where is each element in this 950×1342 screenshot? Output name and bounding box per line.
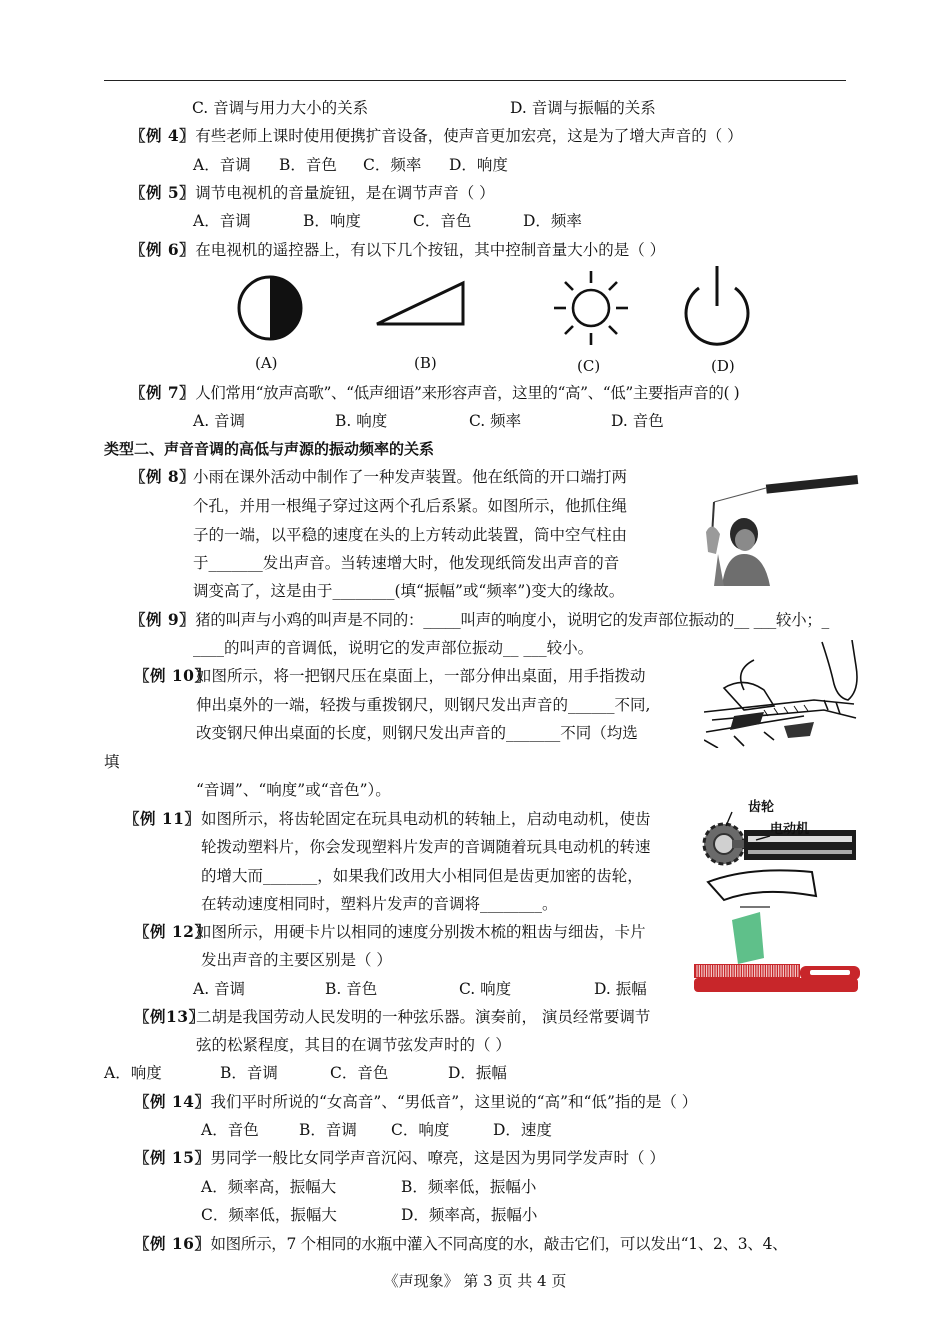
q14-text: 我们平时所说的“女高音”、“男低音”，这里说的“高”和“低”指的是（ ） [210,1093,698,1111]
q7-option-b: B. 响度 [335,412,388,430]
comb-shape [694,964,860,992]
header-rule [104,80,846,81]
q15-option-c: C．频率低，振幅大 [201,1206,337,1224]
q14-stem [134,1092,697,1112]
triangle-icon [377,283,463,324]
q12-tag: 〖例 12〗 [134,922,211,941]
q5-tag: 〖例 5〗 [130,183,196,202]
q11-tag: 〖例 11〗 [124,809,201,828]
q13-tag: 〖例13〗 [134,1007,205,1026]
q13-option-a: A．响度 [104,1064,162,1082]
q15-option-a: A．频率高，振幅大 [201,1178,337,1196]
q4-tag: 〖例 4〗 [130,126,196,145]
q15-stem [134,1148,665,1168]
q8-line-5: 调变高了，这是由于________(填“振幅”或“频率”)变大的缘故。 [193,582,625,600]
ruler-on-table-figure [704,640,860,748]
q13-option-b: B．音调 [220,1064,278,1082]
q10-line-1: 如图所示，将一把钢尺压在桌面上，一部分伸出桌面，用手指拨动 [196,667,646,685]
q12-option-a: A. 音调 [193,980,246,998]
q14-tag: 〖例 14〗 [134,1092,211,1111]
q6-tag: 〖例 6〗 [130,240,196,259]
q6-caption-a: (A) [255,354,278,372]
q4-option-b: B．音色 [279,156,337,174]
q10-tag: 〖例 10〗 [134,666,211,685]
q14-option-c: C．响度 [391,1121,450,1139]
q3-option-d: D. 音调与振幅的关系 [510,99,656,117]
q12-option-b: B. 音色 [325,980,378,998]
q11-line-1: 如图所示，将齿轮固定在玩具电动机的转轴上，启动电动机，使齿 [201,810,651,828]
q5-option-d: D．频率 [523,212,582,230]
q6-caption-c: (C) [577,357,601,375]
q7-options [193,411,664,431]
q15-text: 男同学一般比女同学声音沉闷、嘹亮，这是因为男同学发声时（ ） [210,1149,665,1167]
q10-line-4: 填 [104,753,120,771]
q10-line-2: 伸出桌外的一端，轻拨与重拨钢尺，则钢尺发出声音的______不同, [196,696,651,714]
q4-options [193,155,508,175]
q6-button-figures [225,266,785,376]
q12-line-2: 发出声音的主要区别是（ ） [201,951,392,969]
page-footer: 《声现象》 第 3 页 共 4 页 [383,1272,567,1290]
q5-stem [130,183,495,203]
q16-text: 如图所示，7 个相同的水瓶中灌入不同高度的水，敲击它们，可以发出“1、2、3、4、 [210,1235,788,1253]
q7-option-d: D. 音色 [611,412,664,430]
boy-swinging-tube-figure [700,474,870,586]
q4-text: 有些老师上课时使用便携扩音设备，使声音更加宏亮，这是为了增大声音的（ ） [195,127,743,145]
q12-option-d: D. 振幅 [594,980,647,998]
comb-card-figure [688,912,864,998]
q9-line-1 [130,610,829,630]
q4-option-a: A．音调 [193,156,251,174]
q10-line-3: 改变钢尺伸出桌面的长度，则钢尺发出声音的_______不同（均选 [196,724,638,742]
q11-line-4: 在转动速度相同时，塑料片发声的音调将________。 [201,895,558,913]
section-2-title: 类型二、声音音调的高低与声源的振动频率的关系 [104,440,435,458]
q8-line-2: 个孔，并用一根绳子穿过这两个孔后系紧。如图所示，他抓住绳 [193,497,628,515]
gear-motor-figure [700,796,860,912]
q13-option-d: D．振幅 [448,1064,507,1082]
q4-stem [130,126,743,146]
half-circle-icon [239,277,301,339]
q9-line-2: ____的叫声的音调低，说明它的发声部位振动__ ___较小。 [193,639,594,657]
q16-stem [134,1234,787,1254]
q7-text: 人们常用“放声高歌”、“低声细语”来形容声音，这里的“高”、“低”主要指声音的( ) [195,384,740,402]
q5-options [193,211,582,231]
q7-tag: 〖例 7〗 [130,383,196,402]
q5-option-b: B．响度 [303,212,361,230]
q14-options [201,1120,552,1140]
q7-option-a: A. 音调 [193,412,246,430]
q14-option-a: A．音色 [201,1121,259,1139]
q15-option-b: B．频率低，振幅小 [401,1178,537,1196]
q6-caption-d: (D) [711,357,735,375]
q6-stem [130,240,665,260]
sun-icon [554,271,628,345]
q14-option-b: B．音调 [299,1121,357,1139]
q13-line-1: 二胡是我国劳动人民发明的一种弦乐器。演奏前， 演员经常要调节 [196,1008,651,1026]
q12-option-c: C. 响度 [459,980,512,998]
q9-text-1: 猪的叫声与小鸡的叫声是不同的：_____叫声的响度小，说明它的发声部位振动的__ ___较小；_ [195,611,829,629]
q11-line-2: 轮拨动塑料片，你会发现塑料片发声的音调随着玩具电动机的转速 [201,838,651,856]
q5-text: 调节电视机的音量旋钮，是在调节声音（ ） [195,184,495,202]
q14-option-d: D．速度 [493,1121,552,1139]
q12-options [193,979,647,999]
q3-option-c: C. 音调与用力大小的关系 [192,99,369,117]
q8-line-3: 子的一端，以平稳的速度在头的上方转动此装置，筒中空气柱由 [193,526,628,544]
q8-tag: 〖例 8〗 [130,467,196,486]
q15-option-d: D．频率高，振幅小 [401,1206,538,1224]
q7-option-c: C. 频率 [469,412,522,430]
q13-option-c: C．音色 [330,1064,389,1082]
q16-tag: 〖例 16〗 [134,1234,211,1253]
q5-option-c: C．音色 [413,212,472,230]
q10-line-5: “音调”、“响度”或“音色”）。 [196,781,391,799]
q13-options [104,1063,507,1083]
card-shape [732,912,764,964]
gear-label: 齿轮 [748,800,775,815]
q6-caption-b: (B) [414,354,437,372]
q8-line-1: 小雨在课外活动中制作了一种发声装置。他在纸筒的开口端打两 [193,468,628,486]
q12-line-1: 如图所示，用硬卡片以相同的速度分别拨木梳的粗齿与细齿，卡片 [196,923,646,941]
q8-line-4: 于_______发出声音。当转速增大时，他发现纸筒发出声音的音 [193,554,620,572]
q5-option-a: A．音调 [193,212,251,230]
motor-label: 电动机 [770,822,810,837]
q9-tag: 〖例 9〗 [130,610,196,629]
q6-text: 在电视机的遥控器上，有以下几个按钮，其中控制音量大小的是（ ） [195,241,666,259]
power-icon [686,266,748,344]
q13-line-2: 弦的松紧程度，其目的在调节弦发声时的（ ） [196,1036,511,1054]
q4-option-c: C．频率 [363,156,422,174]
q11-line-3: 的增大而_______，如果我们改用大小相同但是齿更加密的齿轮， [201,867,643,885]
q7-stem [130,383,739,403]
q4-option-d: D．响度 [449,156,508,174]
q15-tag: 〖例 15〗 [134,1148,211,1167]
